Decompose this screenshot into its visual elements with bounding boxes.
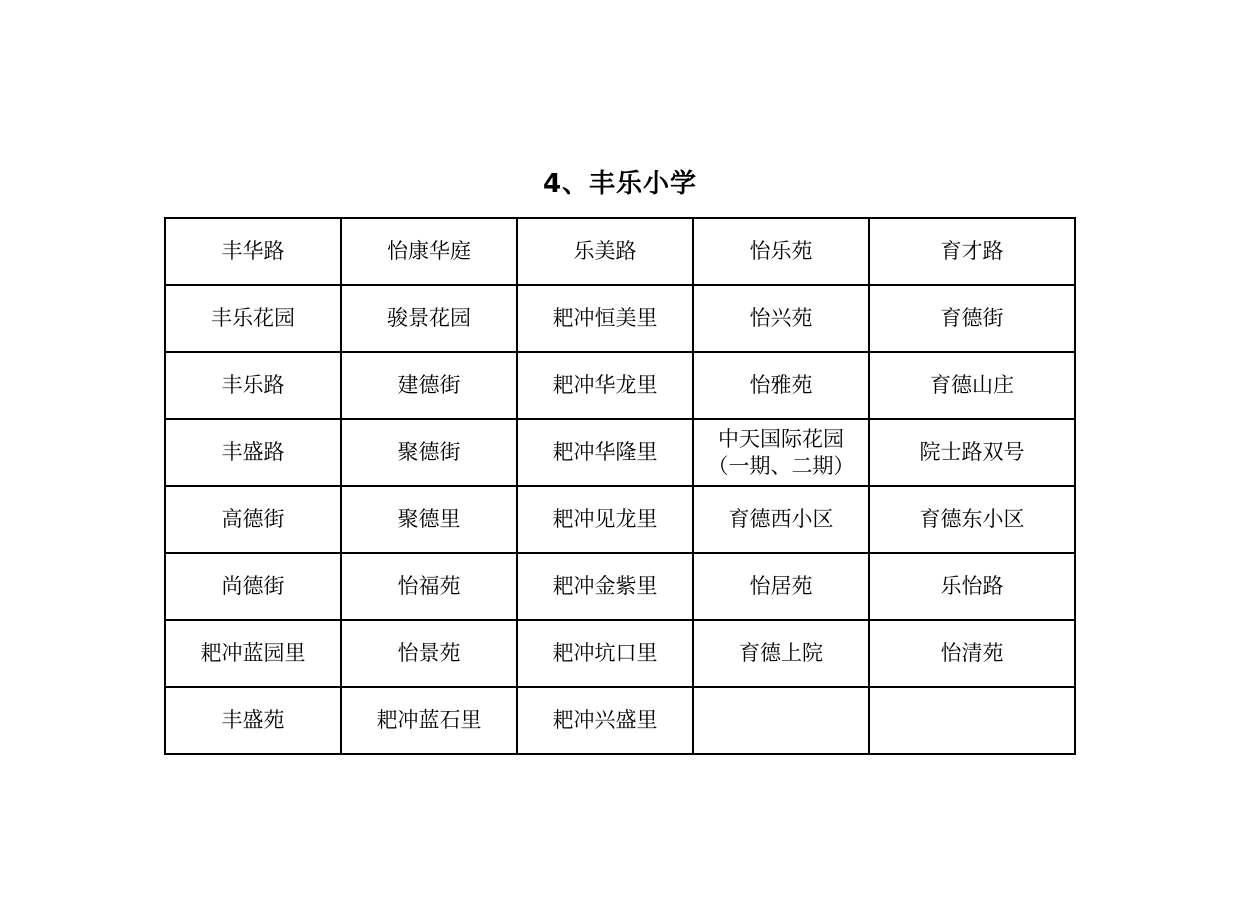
page-title: 4、丰乐小学 <box>542 169 698 199</box>
table-row <box>165 419 1075 486</box>
table-cell-empty <box>869 687 1075 754</box>
table-cell: 耙冲华龙里 <box>517 352 693 419</box>
table-cell-empty <box>693 687 869 754</box>
table-cell: 高德街 <box>165 486 341 553</box>
table-cell: 丰华路 <box>165 218 341 285</box>
table-cell: 育德西小区 <box>693 486 869 553</box>
table-cell: 丰盛路 <box>165 419 341 486</box>
table-cell: 怡清苑 <box>869 620 1075 687</box>
table-cell: 怡居苑 <box>693 553 869 620</box>
table-cell: 聚德街 <box>341 419 517 486</box>
table-cell: 怡福苑 <box>341 553 517 620</box>
table-cell: 育德山庄 <box>869 352 1075 419</box>
table-cell: 中天国际花园 （一期、二期） <box>693 419 869 486</box>
table-cell: 耙冲恒美里 <box>517 285 693 352</box>
table-cell: 耙冲坑口里 <box>517 620 693 687</box>
table-row <box>165 218 1075 285</box>
table-cell: 怡雅苑 <box>693 352 869 419</box>
table-row <box>165 620 1075 687</box>
table-cell: 建德街 <box>341 352 517 419</box>
table-cell: 育德上院 <box>693 620 869 687</box>
table-cell: 怡乐苑 <box>693 218 869 285</box>
table-cell: 育才路 <box>869 218 1075 285</box>
table-cell: 怡景苑 <box>341 620 517 687</box>
table-cell: 耙冲蓝园里 <box>165 620 341 687</box>
table-cell: 耙冲金紫里 <box>517 553 693 620</box>
address-table <box>164 217 1076 755</box>
table-cell: 丰乐路 <box>165 352 341 419</box>
table-cell: 怡康华庭 <box>341 218 517 285</box>
table-row <box>165 352 1075 419</box>
table-row <box>165 486 1075 553</box>
table-cell: 丰乐花园 <box>165 285 341 352</box>
table-cell: 院士路双号 <box>869 419 1075 486</box>
table-cell: 骏景花园 <box>341 285 517 352</box>
table-cell: 耙冲蓝石里 <box>341 687 517 754</box>
table-cell: 育德东小区 <box>869 486 1075 553</box>
table-cell: 育德街 <box>869 285 1075 352</box>
table-cell: 耙冲见龙里 <box>517 486 693 553</box>
table-cell: 丰盛苑 <box>165 687 341 754</box>
table-row <box>165 285 1075 352</box>
table-row <box>165 687 1075 754</box>
table-cell: 乐美路 <box>517 218 693 285</box>
table-cell: 耙冲华隆里 <box>517 419 693 486</box>
table-cell: 聚德里 <box>341 486 517 553</box>
table-cell: 尚德街 <box>165 553 341 620</box>
table-cell: 耙冲兴盛里 <box>517 687 693 754</box>
table-cell: 怡兴苑 <box>693 285 869 352</box>
table-row <box>165 553 1075 620</box>
table-cell: 乐怡路 <box>869 553 1075 620</box>
